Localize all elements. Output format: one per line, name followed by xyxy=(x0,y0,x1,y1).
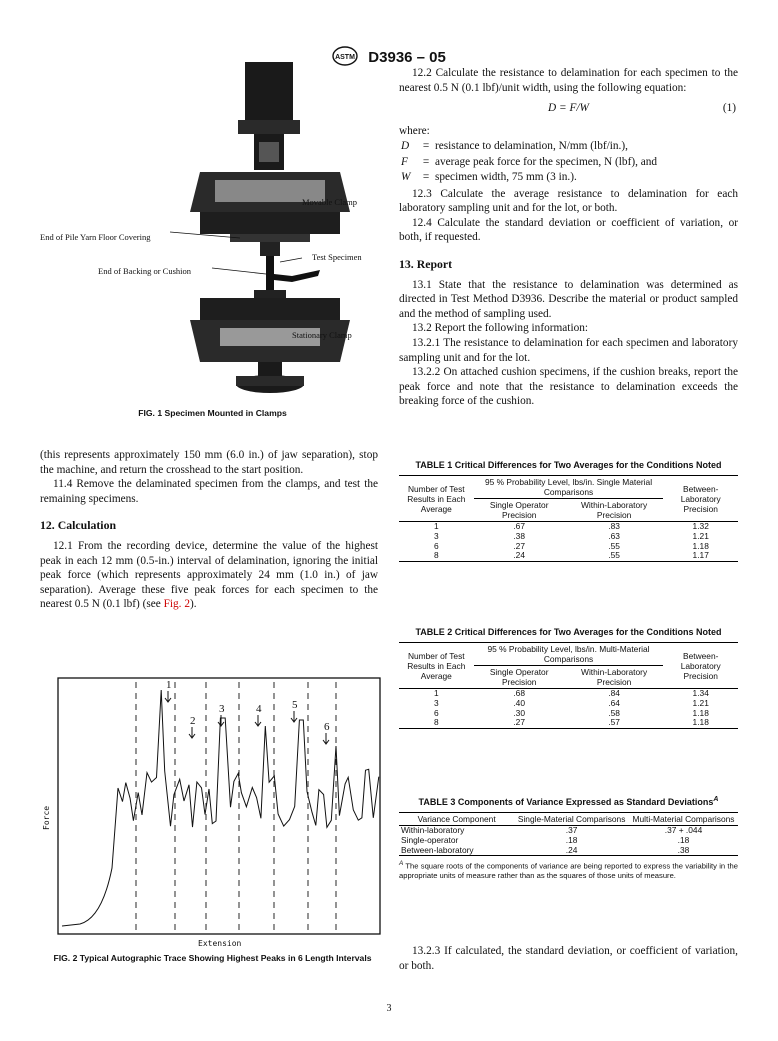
paragraph-13-2-1: 13.2.1 The resistance to delamination for each specimen and laboratory sampling unit and for the lot. xyxy=(399,336,738,364)
table-2-cell: .58 xyxy=(608,707,620,718)
label-stationary-clamp: Stationary Clamp xyxy=(292,330,352,340)
table-1-col-between: Between-Laboratory Precision xyxy=(663,476,738,522)
label-end-of-pile: End of Pile Yarn Floor Covering xyxy=(40,232,151,242)
page-number: 3 xyxy=(386,1003,392,1014)
paragraph-13-2-3: 13.2.3 If calculated, the standard deviation, or coefficient of variation, or both. xyxy=(399,945,738,972)
footnote-mark: A xyxy=(399,860,404,868)
table-1-cell: .24 xyxy=(513,550,525,561)
variable-description: specimen width, 75 mm (3 in.). xyxy=(435,171,577,184)
table-2-cell: 1.18 xyxy=(692,717,709,728)
table-1-cell: 1 xyxy=(433,521,439,531)
figure-1 xyxy=(40,62,385,402)
y-axis-label: Force xyxy=(42,805,51,830)
table-2-cell: .30 xyxy=(513,707,525,718)
table-1-cell: .55 xyxy=(608,550,620,561)
variable-equals: = xyxy=(422,171,430,184)
variable-description: resistance to delamination, N/mm (lbf/in.), xyxy=(435,140,628,153)
table-1-cell: .83 xyxy=(608,521,620,531)
paragraph-continuation: (this represents approximately 150 mm (6.0 in.) of jaw separation), stop the machine, and return the crosshead to the start position. xyxy=(40,449,378,476)
table-2-cell: 1.21 xyxy=(692,697,709,708)
label-end-of-backing: End of Backing or Cushion xyxy=(98,266,192,276)
peak-mark-label: 5 xyxy=(292,699,298,711)
paragraph-12-1-end: ). xyxy=(189,598,197,611)
variable-symbol: D xyxy=(401,140,410,153)
paragraph-12-2: 12.2 Calculate the resistance to delamination for each specimen to the nearest 0.5 N (0.1 lbf)/unit width, using the following equation: xyxy=(399,67,738,94)
table-2-cell: 3 xyxy=(433,697,439,708)
svg-text:ASTM: ASTM xyxy=(335,54,356,61)
variable-definitions xyxy=(399,138,659,186)
table-2-row xyxy=(399,718,738,728)
figure-1-caption: FIG. 1 Specimen Mounted in Clamps xyxy=(138,408,287,418)
table-3-caption xyxy=(399,794,738,808)
table-1-grid xyxy=(399,475,738,562)
table-3-footnote xyxy=(399,859,738,880)
table-3-caption-text: TABLE 3 Components of Variance Expressed as Standard Deviations xyxy=(418,797,714,807)
footnote-text: The square roots of the components of variance are being reported to express the variability in the appropriate units of measure rather than as the squares of those units of measure. xyxy=(399,861,738,881)
peak-arrow-icon xyxy=(291,711,297,722)
table-1-cell: 3 xyxy=(433,530,439,541)
autographic-trace-chart xyxy=(40,668,385,950)
table-2-cell: 1.18 xyxy=(692,707,709,718)
table-1 xyxy=(399,460,738,562)
table-2-row xyxy=(399,699,738,709)
table-3-cell: .24 xyxy=(565,844,578,855)
table-1-col-count: Number of Test Results in Each Average xyxy=(399,476,474,522)
paragraph-13-2: 13.2 Report the following information: xyxy=(412,322,589,335)
right-column xyxy=(399,66,738,409)
x-axis-label: Extension xyxy=(198,939,242,948)
table-2 xyxy=(399,627,738,729)
table-1-col-within-lab: Within-Laboratory Precision xyxy=(581,500,648,520)
table-1-row xyxy=(399,522,738,532)
table-2-group-header: 95 % Probability Level, lbs/in. Multi-Material Comparisons xyxy=(474,643,664,666)
variable-description: average peak force for the specimen, N (lbf), and xyxy=(435,155,658,168)
variable-row xyxy=(401,171,657,184)
table-2-row xyxy=(399,709,738,719)
table-2-col-within-lab: Within-Laboratory Precision xyxy=(581,667,648,687)
table-3-cell: .38 xyxy=(677,844,690,855)
table-1-cell: .63 xyxy=(608,530,620,541)
variable-equals: = xyxy=(422,155,430,168)
table-1-caption: TABLE 1 Critical Differences for Two Averages for the Conditions Noted xyxy=(415,460,722,470)
equation-1 xyxy=(399,101,738,116)
table-3-col-multi: Multi-Material Comparisons xyxy=(632,814,735,824)
table-2-cell: .27 xyxy=(513,717,525,728)
table-2-cell: .84 xyxy=(608,688,620,698)
peak-arrow-icon xyxy=(189,727,195,738)
peak-mark-label: 4 xyxy=(256,703,262,715)
table-3-cell: Between-laboratory xyxy=(401,844,474,855)
figure-2 xyxy=(40,668,385,950)
table-3-col-single: Single-Material Comparisons xyxy=(517,814,626,824)
fig-2-link[interactable]: Fig. 2 xyxy=(163,598,190,611)
left-column xyxy=(40,448,378,612)
table-3-cell: Within-laboratory xyxy=(401,825,465,835)
table-1-cell: .55 xyxy=(608,540,620,551)
variable-row xyxy=(401,140,657,153)
label-test-specimen: Test Specimen xyxy=(312,252,362,262)
table-1-cell: 6 xyxy=(433,540,439,551)
document-id: D3936 – 05 xyxy=(368,48,446,66)
table-1-cell: 1.21 xyxy=(692,530,709,541)
variable-equals: = xyxy=(422,140,430,153)
table-2-cell: .40 xyxy=(513,697,525,708)
table-3-cell: .37 xyxy=(565,825,578,835)
table-2-cell: .64 xyxy=(608,697,620,708)
section-12-heading: 12. Calculation xyxy=(40,518,117,533)
table-1-cell: 8 xyxy=(433,550,439,561)
peak-mark-label: 6 xyxy=(324,721,330,733)
paragraph-11-4: 11.4 Remove the delaminated specimen from the clamps, and test the remaining specimens. xyxy=(40,478,378,505)
table-3-row xyxy=(399,846,738,856)
peak-arrow-icon xyxy=(218,715,224,726)
variable-symbol: W xyxy=(401,171,411,184)
table-2-col-count: Number of Test Results in Each Average xyxy=(399,643,474,689)
table-2-cell: .57 xyxy=(608,717,620,728)
peak-arrow-icon xyxy=(165,691,171,702)
paragraph-13-1: 13.1 State that the resistance to delamination was determined as directed in Test Method D3936. Describe the material or product sampled and the method of sampling used. xyxy=(399,278,738,320)
variable-row xyxy=(401,156,657,169)
table-1-cell: .38 xyxy=(513,530,525,541)
where-label: where: xyxy=(399,124,430,137)
table-2-cell: .68 xyxy=(513,688,525,698)
figure-2-caption: FIG. 2 Typical Autographic Trace Showing Highest Peaks in 6 Length Intervals xyxy=(53,953,372,963)
table-1-cell: 1.17 xyxy=(692,550,709,561)
right-column-bottom xyxy=(399,944,738,973)
paragraph-12-3: 12.3 Calculate the average resistance to delamination for each laboratory sampling unit and for the lot, or both. xyxy=(399,187,738,215)
paragraph-12-4: 12.4 Calculate the standard deviation or coefficient of variation, or both, if requested. xyxy=(399,216,738,244)
peak-arrow-icon xyxy=(255,715,261,726)
variable-symbol: F xyxy=(401,155,408,168)
table-1-col-single-op: Single Operator Precision xyxy=(489,500,549,520)
table-1-row xyxy=(399,551,738,561)
equation-text: D = F/W xyxy=(548,102,589,115)
table-2-cell: 8 xyxy=(433,717,439,728)
table-2-cell: 1.34 xyxy=(692,688,709,698)
table-2-col-between: Between-Laboratory Precision xyxy=(663,643,738,689)
table-3-caption-sup: A xyxy=(713,796,719,803)
table-1-cell: 1.18 xyxy=(692,540,709,551)
peak-mark-label: 1 xyxy=(166,679,172,691)
peak-mark-label: 3 xyxy=(219,703,225,715)
paragraph-12-1 xyxy=(40,539,378,612)
paragraph-12-1-text: 12.1 From the recording device, determine the value of the highest peak in each 12 mm (0.5-in.) interval of delamination, ignoring the initial peak force (which represents approximately 24 mm (1.0 in.) of jaw separation). Average these five peak forces for each specimen to the nearest 0.5 N (0.1 lbf) (see xyxy=(40,539,378,611)
table-3 xyxy=(399,794,738,881)
table-1-cell: 1.32 xyxy=(692,521,709,531)
table-3-cell: .37 + .044 xyxy=(664,825,703,835)
label-movable-clamp: Movable Clamp xyxy=(302,197,358,207)
table-1-cell: .27 xyxy=(513,540,525,551)
table-1-row xyxy=(399,542,738,552)
table-3-cell: .18 xyxy=(565,834,578,845)
table-1-group-header: 95 % Probability Level, lbs/in. Single Material Comparisons xyxy=(474,476,664,499)
table-2-grid xyxy=(399,642,738,729)
table-3-col-component: Variance Component xyxy=(417,814,496,824)
table-1-cell: .67 xyxy=(513,521,525,531)
table-2-cell: 6 xyxy=(433,707,439,718)
section-13-heading: 13. Report xyxy=(399,256,453,271)
table-2-cell: 1 xyxy=(433,688,439,698)
table-3-cell: .18 xyxy=(677,834,690,845)
table-1-row xyxy=(399,532,738,542)
table-2-row xyxy=(399,689,738,699)
peak-mark-label: 2 xyxy=(190,715,196,727)
table-2-col-single-op: Single Operator Precision xyxy=(489,667,549,687)
table-2-caption: TABLE 2 Critical Differences for Two Averages for the Conditions Noted xyxy=(415,627,722,637)
paragraph-13-2-2: 13.2.2 On attached cushion specimens, if the cushion breaks, report the peak force and note that the resistance to delamination exceeds the breaking force of the cushion. xyxy=(399,366,738,408)
equation-number: (1) xyxy=(722,102,736,115)
peak-arrow-icon xyxy=(323,733,329,744)
table-3-grid xyxy=(399,812,738,856)
table-3-cell: Single-operator xyxy=(401,834,459,845)
